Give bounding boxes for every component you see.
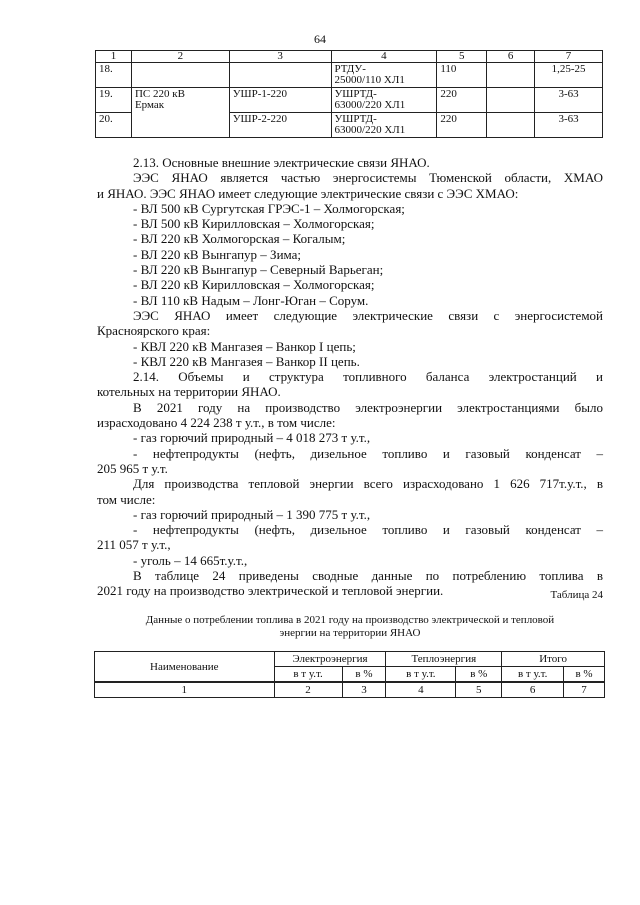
empty-cell: [487, 88, 535, 113]
paragraph-line: В таблице 24 приведены сводные данные по потреблению топлива в: [133, 568, 603, 584]
column-number: 4: [386, 682, 456, 698]
table-header-row: [96, 51, 603, 63]
paragraph-line: В 2021 году на производство электроэнергии электростанциями было: [133, 399, 603, 415]
list-item: - ВЛ 220 кВ Кирилловская – Холмогорская;: [133, 277, 375, 293]
table-label: Таблица 24: [550, 589, 603, 601]
list-item: - ВЛ 220 кВ Вынгапур – Зима;: [133, 246, 302, 262]
type-line: УШРТД-: [334, 88, 377, 100]
column-number: 3: [342, 682, 386, 698]
paragraph-line: Красноярского края:: [97, 323, 211, 339]
list-item: - ВЛ 110 кВ Надым – Лонг-Юган – Сорум.: [133, 292, 369, 308]
header-cell: 5: [437, 51, 487, 63]
subheader-cell: в %: [342, 667, 386, 683]
section-2-14-title: 2.14. Объемы и структура топливного баланса электростанций и: [133, 369, 603, 385]
list-item: - ВЛ 500 кВ Кирилловская – Холмогорская;: [133, 216, 375, 232]
type-line: 63000/220 ХЛ1: [334, 124, 406, 136]
substation-line: Ермак: [134, 99, 165, 111]
substation-cell: [131, 63, 229, 88]
column-number: 6: [502, 682, 564, 698]
body-text: [97, 155, 603, 599]
header-cell: 2: [131, 51, 229, 63]
voltage-cell: 110: [437, 63, 487, 88]
list-item: - КВЛ 220 кВ Мангазея – Ванкор II цепь.: [133, 353, 360, 369]
list-item: - газ горючий природный – 4 018 273 т у.т.,: [133, 430, 371, 446]
device-cell: [229, 63, 331, 88]
header-cell: 3: [229, 51, 331, 63]
voltage-cell: 220: [437, 88, 487, 113]
paragraph-line: и ЯНАО. ЭЭС ЯНАО имеет следующие электрические связи с ЭЭС ХМАО:: [97, 185, 519, 201]
type-cell: [331, 63, 437, 88]
paragraph-line: ЭЭС ЯНАО является частью энергосистемы Тюменской области, ХМАО: [133, 170, 603, 186]
column-number: 1: [95, 682, 275, 698]
list-item: - нефтепродукты (нефть, дизельное топливо и газовый конденсат –: [133, 445, 603, 461]
type-cell: [331, 113, 437, 138]
header-cell: 1: [96, 51, 132, 63]
paragraph-line: котельных на территории ЯНАО.: [97, 384, 281, 400]
type-line: РТДУ-: [334, 63, 366, 75]
list-item: - ВЛ 500 кВ Сургутская ГРЭС-1 – Холмогорская;: [133, 200, 405, 216]
column-number: 2: [274, 682, 342, 698]
header-cell: 4: [331, 51, 437, 63]
fuel-consumption-table: [94, 651, 605, 698]
table-header-row: [95, 652, 605, 667]
column-number: 7: [564, 682, 605, 698]
header-group: Итого: [502, 652, 605, 667]
type-line: 63000/220 ХЛ1: [334, 99, 406, 111]
column-number: 5: [456, 682, 502, 698]
table-row: [96, 88, 603, 113]
paragraph-line: 211 057 т у.т.,: [97, 537, 171, 553]
type-line: УШРТД-: [334, 113, 377, 125]
caption-line: Данные о потреблении топлива в 2021 году на производство электрической и тепловой: [145, 614, 555, 626]
empty-cell: [487, 113, 535, 138]
header-group: Электроэнергия: [274, 652, 386, 667]
subheader-cell: в %: [456, 667, 502, 683]
substation-equipment-table: [95, 50, 603, 138]
range-cell: 3-63: [535, 88, 603, 113]
table-caption: [100, 614, 600, 640]
subheader-cell: в т у.т.: [274, 667, 342, 683]
section-2-13-title: 2.13. Основные внешние электрические связи ЯНАО.: [133, 155, 430, 170]
paragraph-line: 205 965 т у.т.: [97, 460, 168, 476]
row-number: 20.: [96, 113, 132, 138]
header-name: Наименование: [95, 652, 275, 683]
list-item: - уголь – 14 665т.у.т.,: [133, 552, 248, 568]
header-group: Теплоэнергия: [386, 652, 502, 667]
list-item: - КВЛ 220 кВ Мангазея – Ванкор I цепь;: [133, 338, 356, 354]
range-cell: 1,25-25: [535, 63, 603, 88]
subheader-cell: в %: [564, 667, 605, 683]
page-number: 64: [314, 32, 326, 46]
subheader-cell: в т у.т.: [502, 667, 564, 683]
header-cell: 6: [487, 51, 535, 63]
list-item: - ВЛ 220 кВ Вынгапур – Северный Варьеган;: [133, 262, 384, 278]
list-item: - ВЛ 220 кВ Холмогорская – Когалым;: [133, 231, 346, 247]
table-row: [96, 63, 603, 88]
substation-cell: [131, 88, 229, 138]
list-item: - нефтепродукты (нефть, дизельное топливо и газовый конденсат –: [133, 522, 603, 538]
paragraph-line: ЭЭС ЯНАО имеет следующие электрические связи с энергосистемой: [133, 307, 603, 323]
range-cell: 3-63: [535, 113, 603, 138]
paragraph-line: 2021 году на производство электрической и тепловой энергии.: [97, 583, 444, 599]
empty-cell: [487, 63, 535, 88]
header-cell: 7: [535, 51, 603, 63]
paragraph-line: том числе:: [97, 491, 156, 507]
blank-area: [0, 766, 640, 905]
column-number-row: [95, 682, 605, 698]
row-number: 19.: [96, 88, 132, 113]
voltage-cell: 220: [437, 113, 487, 138]
subheader-cell: в т у.т.: [386, 667, 456, 683]
paragraph-line: Для производства тепловой энергии всего израсходовано 1 626 717т.у.т., в: [133, 476, 603, 492]
device-cell: УШР-1-220: [229, 88, 331, 113]
list-item: - газ горючий природный – 1 390 775 т у.т.,: [133, 506, 371, 522]
type-line: 25000/110 ХЛ1: [334, 74, 405, 86]
device-cell: УШР-2-220: [229, 113, 331, 138]
substation-line: ПС 220 кВ: [134, 88, 185, 100]
caption-line: энергии на территории ЯНАО: [279, 627, 421, 639]
paragraph-line: израсходовано 4 224 238 т у.т., в том числе:: [97, 415, 336, 431]
row-number: 18.: [96, 63, 132, 88]
type-cell: [331, 88, 437, 113]
